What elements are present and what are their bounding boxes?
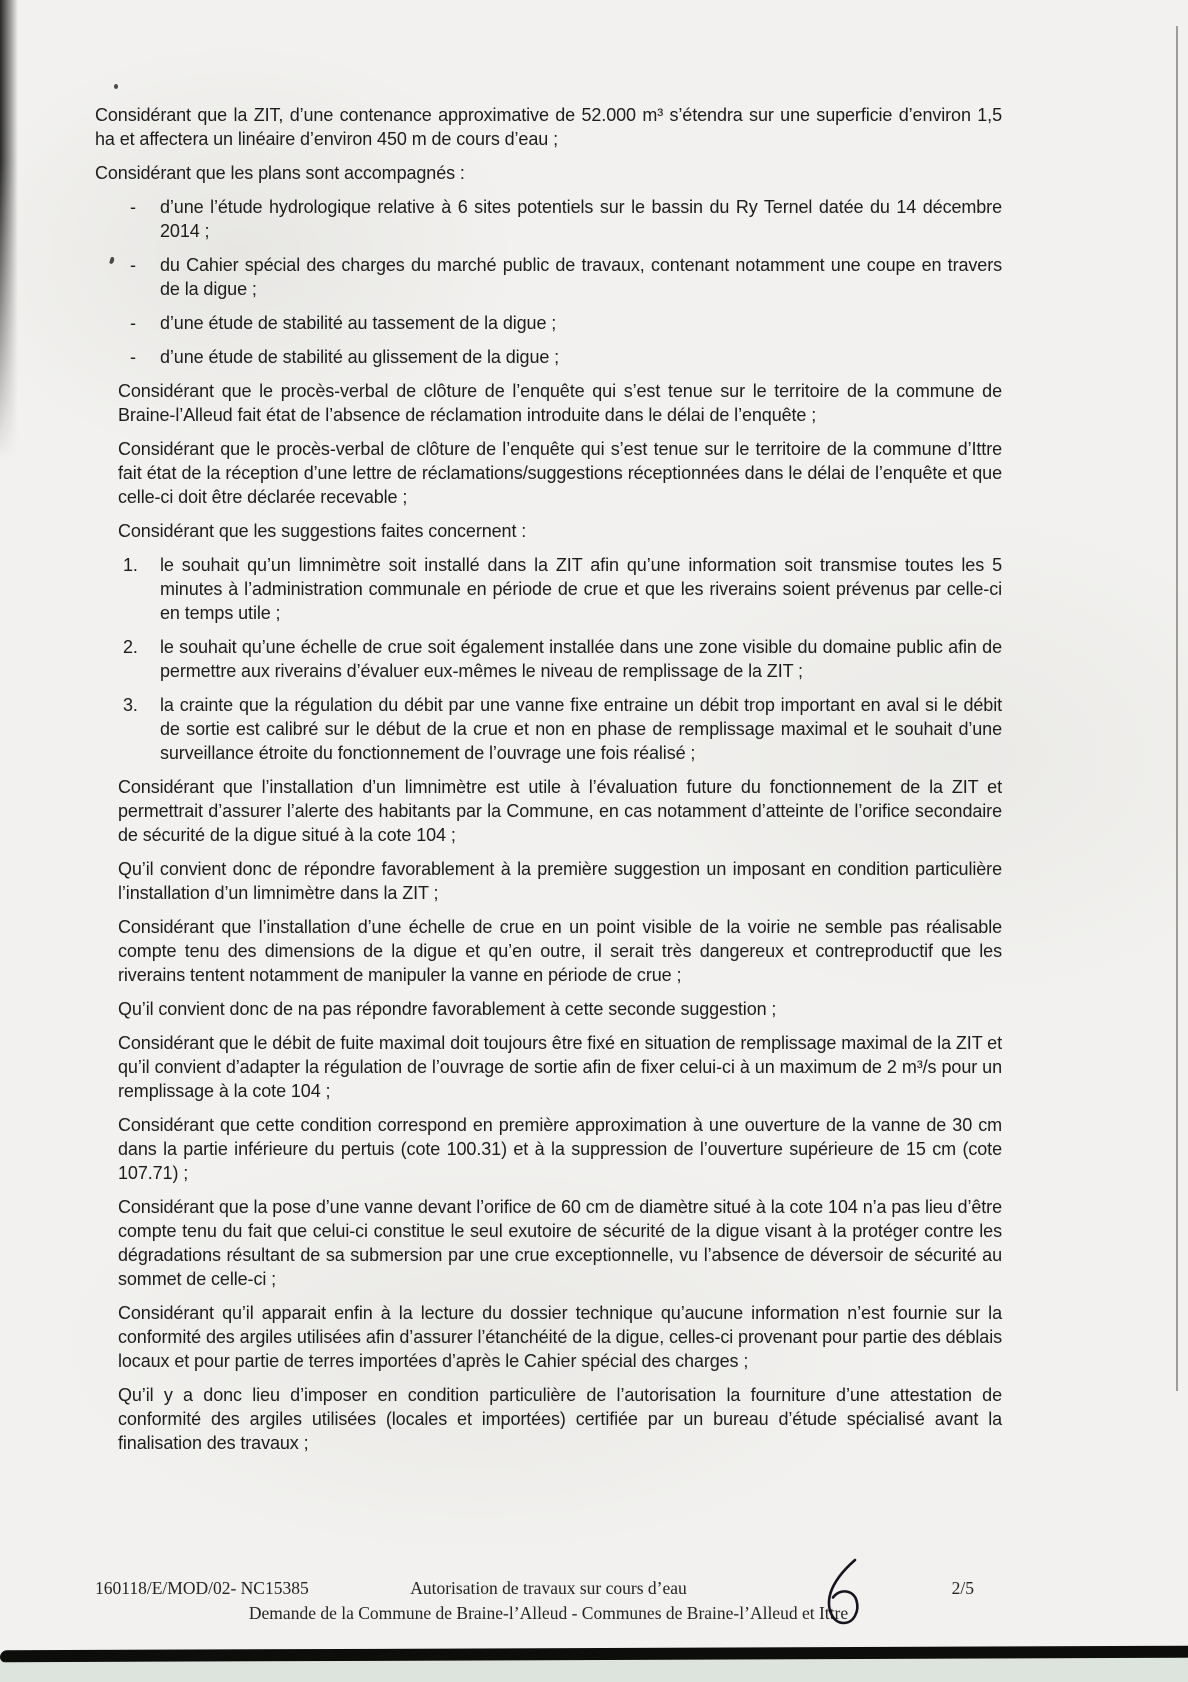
- footer-subtitle: Demande de la Commune de Braine-l’Alleud - Communes de Braine-l’Alleud et Ittre: [248, 1603, 849, 1623]
- paragraph: Considérant que le procès-verbal de clôture de l’enquête qui s’est tenue sur le territoire de la commune de Braine-l’Alleud fait état de l’absence de réclamation introduite dans le délai de l’enquête ;: [118, 381, 1002, 425]
- list-item-text: d’une étude de stabilité au tassement de la digue ;: [160, 313, 557, 333]
- number-marker: 1.: [123, 555, 138, 575]
- footer-title: Autorisation de travaux sur cours d’eau: [410, 1578, 687, 1598]
- document-body: [95, 103, 1002, 1465]
- footer-page-number: 2/5: [951, 1578, 974, 1598]
- list-item: [95, 311, 1002, 335]
- dash-marker: -: [130, 255, 136, 275]
- list-item: [95, 345, 1002, 369]
- paragraph: Considérant que les suggestions faites concernent :: [118, 521, 527, 541]
- list-item-text: le souhait qu’une échelle de crue soit également installée dans une zone visible du domaine public afin de permettre aux riverains d’évaluer eux-mêmes le niveau de remplissage de la ZIT ;: [160, 637, 1002, 681]
- list-item-text: d’une l’étude hydrologique relative à 6 sites potentiels sur le bassin du Ry Ternel datée du 14 décembre 2014 ;: [160, 197, 1002, 241]
- number-marker: 2.: [123, 637, 138, 657]
- handwritten-mark-6: [818, 1556, 866, 1630]
- paragraph: Qu’il y a donc lieu d’imposer en condition particulière de l’autorisation la fourniture d’une attestation de conformité des argiles utilisées (locales et importées) certifiée par un bureau d’étude spécialisé avant la finalisation des travaux ;: [118, 1385, 1002, 1453]
- paragraph: Considérant que l’installation d’un limnimètre est utile à l’évaluation future du fonctionnement de la ZIT et permettrait d’assurer l’alerte des habitants par la Commune, en cas notamment d’atteinte de l’orifice secondaire de sécurité de la digue situé à la cote 104 ;: [118, 777, 1002, 845]
- footer-reference: 160118/E/MOD/02- NC15385: [95, 1578, 309, 1598]
- paragraph: Qu’il convient donc de na pas répondre favorablement à cette seconde suggestion ;: [118, 999, 777, 1019]
- paragraph: Considérant que la pose d’une vanne devant l’orifice de 60 cm de diamètre situé à la cote 104 n’a pas lieu d’être compte tenu du fait que celui-ci constitue le seul exutoire de sécurité de la digue visant à la protéger contre les dégradations résultant de sa submersion par une crue exceptionnelle, vu l’absence de déversoir de sécurité au sommet de celle-ci ;: [118, 1197, 1002, 1289]
- paragraph: Considérant que la ZIT, d’une contenance approximative de 52.000 m³ s’étendra sur une superficie d’environ 1,5 ha et affectera un linéaire d’environ 450 m de cours d’eau ;: [95, 105, 1002, 149]
- list-item: [95, 195, 1002, 243]
- paragraph: Considérant que les plans sont accompagnés :: [95, 163, 465, 183]
- paragraph: Qu’il convient donc de répondre favorablement à la première suggestion un imposant en condition particulière l’installation d’un limnimètre dans la ZIT ;: [118, 859, 1002, 903]
- list-item-text: du Cahier spécial des charges du marché public de travaux, contenant notamment une coupe en travers de la digue ;: [160, 255, 1002, 299]
- list-item-text: le souhait qu’un limnimètre soit installé dans la ZIT afin qu’une information soit transmise toutes les 5 minutes à l’administration communale en période de crue et que les riverains soient prévenus par celle-ci en temps utile ;: [160, 555, 1002, 623]
- paragraph: Considérant que l’installation d’une échelle de crue en un point visible de la voirie ne semble pas réalisable compte tenu des dimensions de la digue et qu’en outre, il serait très dangereux et contreproductif que les riverains tentent notamment de manipuler la vanne en période de crue ;: [118, 917, 1002, 985]
- numbered-list-item: [95, 635, 1002, 683]
- dash-marker: -: [130, 197, 136, 217]
- paragraph: Considérant que le procès-verbal de clôture de l’enquête qui s’est tenue sur le territoire de la commune d’Ittre fait état de la réception d’une lettre de réclamations/suggestions réceptionnées dans le délai de l’enquête et que celle-ci doit être déclarée recevable ;: [118, 439, 1002, 507]
- list-item: [95, 253, 1002, 301]
- dash-marker: -: [130, 347, 136, 367]
- numbered-list-item: [95, 693, 1002, 765]
- paragraph: Considérant que cette condition correspond en première approximation à une ouverture de la vanne de 30 cm dans la partie inférieure du pertuis (cote 100.31) et à la suppression de l’ouverture supérieure de 15 cm (cote 107.71) ;: [118, 1115, 1002, 1183]
- number-marker: 3.: [123, 695, 138, 715]
- list-item-text: la crainte que la régulation du débit par une vanne fixe entraine un débit trop important en aval si le débit de sortie est calibré sur le début de la crue et non en phase de remplissage maximal et le souhait d’une surveillance étroite du fonctionnement de l’ouvrage une fois réalisé ;: [160, 695, 1002, 763]
- scan-line-right-edge: [1176, 26, 1178, 1391]
- paragraph: Considérant qu’il apparait enfin à la lecture du dossier technique qu’aucune information n’est fournie sur la conformité des argiles utilisées afin d’assurer l’étanchéité de la digue, celles-ci provenant pour partie des déblais locaux et pour partie de terres importées d’après le Cahier spécial des charges ;: [118, 1303, 1002, 1371]
- numbered-list-item: [95, 553, 1002, 625]
- scan-shadow-left-edge: [0, 0, 18, 460]
- list-item-text: d’une étude de stabilité au glissement de la digue ;: [160, 347, 560, 367]
- paragraph: Considérant que le débit de fuite maximal doit toujours être fixé en situation de remplissage maximal de la ZIT et qu’il convient d’adapter la régulation de l’ouvrage de sortie afin de fixer celui-ci à un maximum de 2 m³/s pour un remplissage à la cote 104 ;: [118, 1033, 1002, 1101]
- scan-speck: [114, 84, 118, 89]
- dash-marker: -: [130, 313, 136, 333]
